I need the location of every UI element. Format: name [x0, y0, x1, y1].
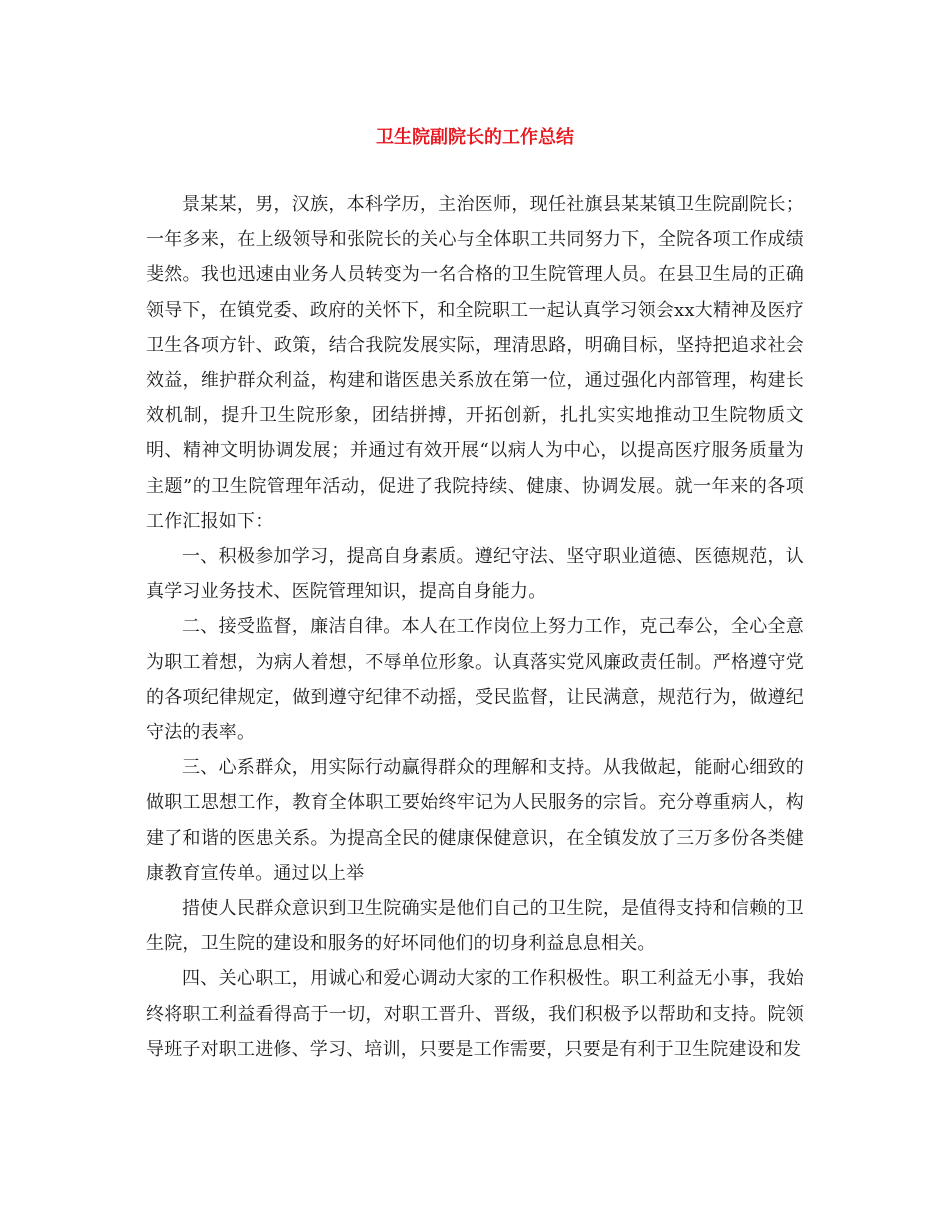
paragraph-intro: 景某某，男，汉族，本科学历，主治医师，现任社旗县某某镇卫生院副院长；一年多来，在上级领导和张院长的关心与全体职工共同努力下，全院各项工作成绩斐然。我也迅速由业务人员转变为一名合格的卫生院管理人员。在县卫生局的正确领导下，在镇党委、政府的关怀下，和全院职工一起认真学习领会xx大精神及医疗卫生各项方针、政策，结合我院发展实际，理清思路，明确目标，坚持把追求社会效益，维护群众利益，构建和谐医患关系放在第一位，通过强化内部管理，构建长效机制，提升卫生院形象，团结拼搏，开拓创新，扎扎实实地推动卫生院物质文明、精神文明协调发展；并通过有效开展“以病人为中心，以提高医疗服务质量为主题”的卫生院管理年活动，促进了我院持续、健康、协调发展。就一年来的各项工作汇报如下：: [146, 194, 804, 532]
paragraph-section-1: 一、积极参加学习，提高自身素质。遵纪守法、坚守职业道德、医德规范，认真学习业务技术、医院管理知识，提高自身能力。: [146, 546, 804, 603]
paragraph-section-3: 三、心系群众，用实际行动赢得群众的理解和支持。从我做起，能耐心细致的做职工思想工作，教育全体职工要始终牢记为人民服务的宗旨。充分尊重病人，构建了和谐的医患关系。为提高全民的健康保健意识，在全镇发放了三万多份各类健康教育宣传单。通过以上举: [146, 757, 804, 884]
document-title: 卫生院副院长的工作总结: [376, 127, 574, 148]
paragraph-section-4: 四、关心职工，用诚心和爱心调动大家的工作积极性。职工利益无小事，我始终将职工利益看得高于一切，对职工晋升、晋级，我们积极予以帮助和支持。院领导班子对职工进修、学习、培训，只要是工作需要，只要是有利于卫生院建设和发: [146, 968, 804, 1060]
paragraph-section-3-continued: 措使人民群众意识到卫生院确实是他们自己的卫生院，是值得支持和信赖的卫生院，卫生院的建设和服务的好坏同他们的切身利益息息相关。: [146, 898, 804, 955]
paragraph-section-2: 二、接受监督，廉洁自律。本人在工作岗位上努力工作，克己奉公，全心全意为职工着想，为病人着想，不辱单位形象。认真落实党风廉政责任制。严格遵守党的各项纪律规定，做到遵守纪律不动摇，受民监督，让民满意，规范行为，做遵纪守法的表率。: [146, 616, 804, 744]
document-body: [146, 187, 804, 1067]
